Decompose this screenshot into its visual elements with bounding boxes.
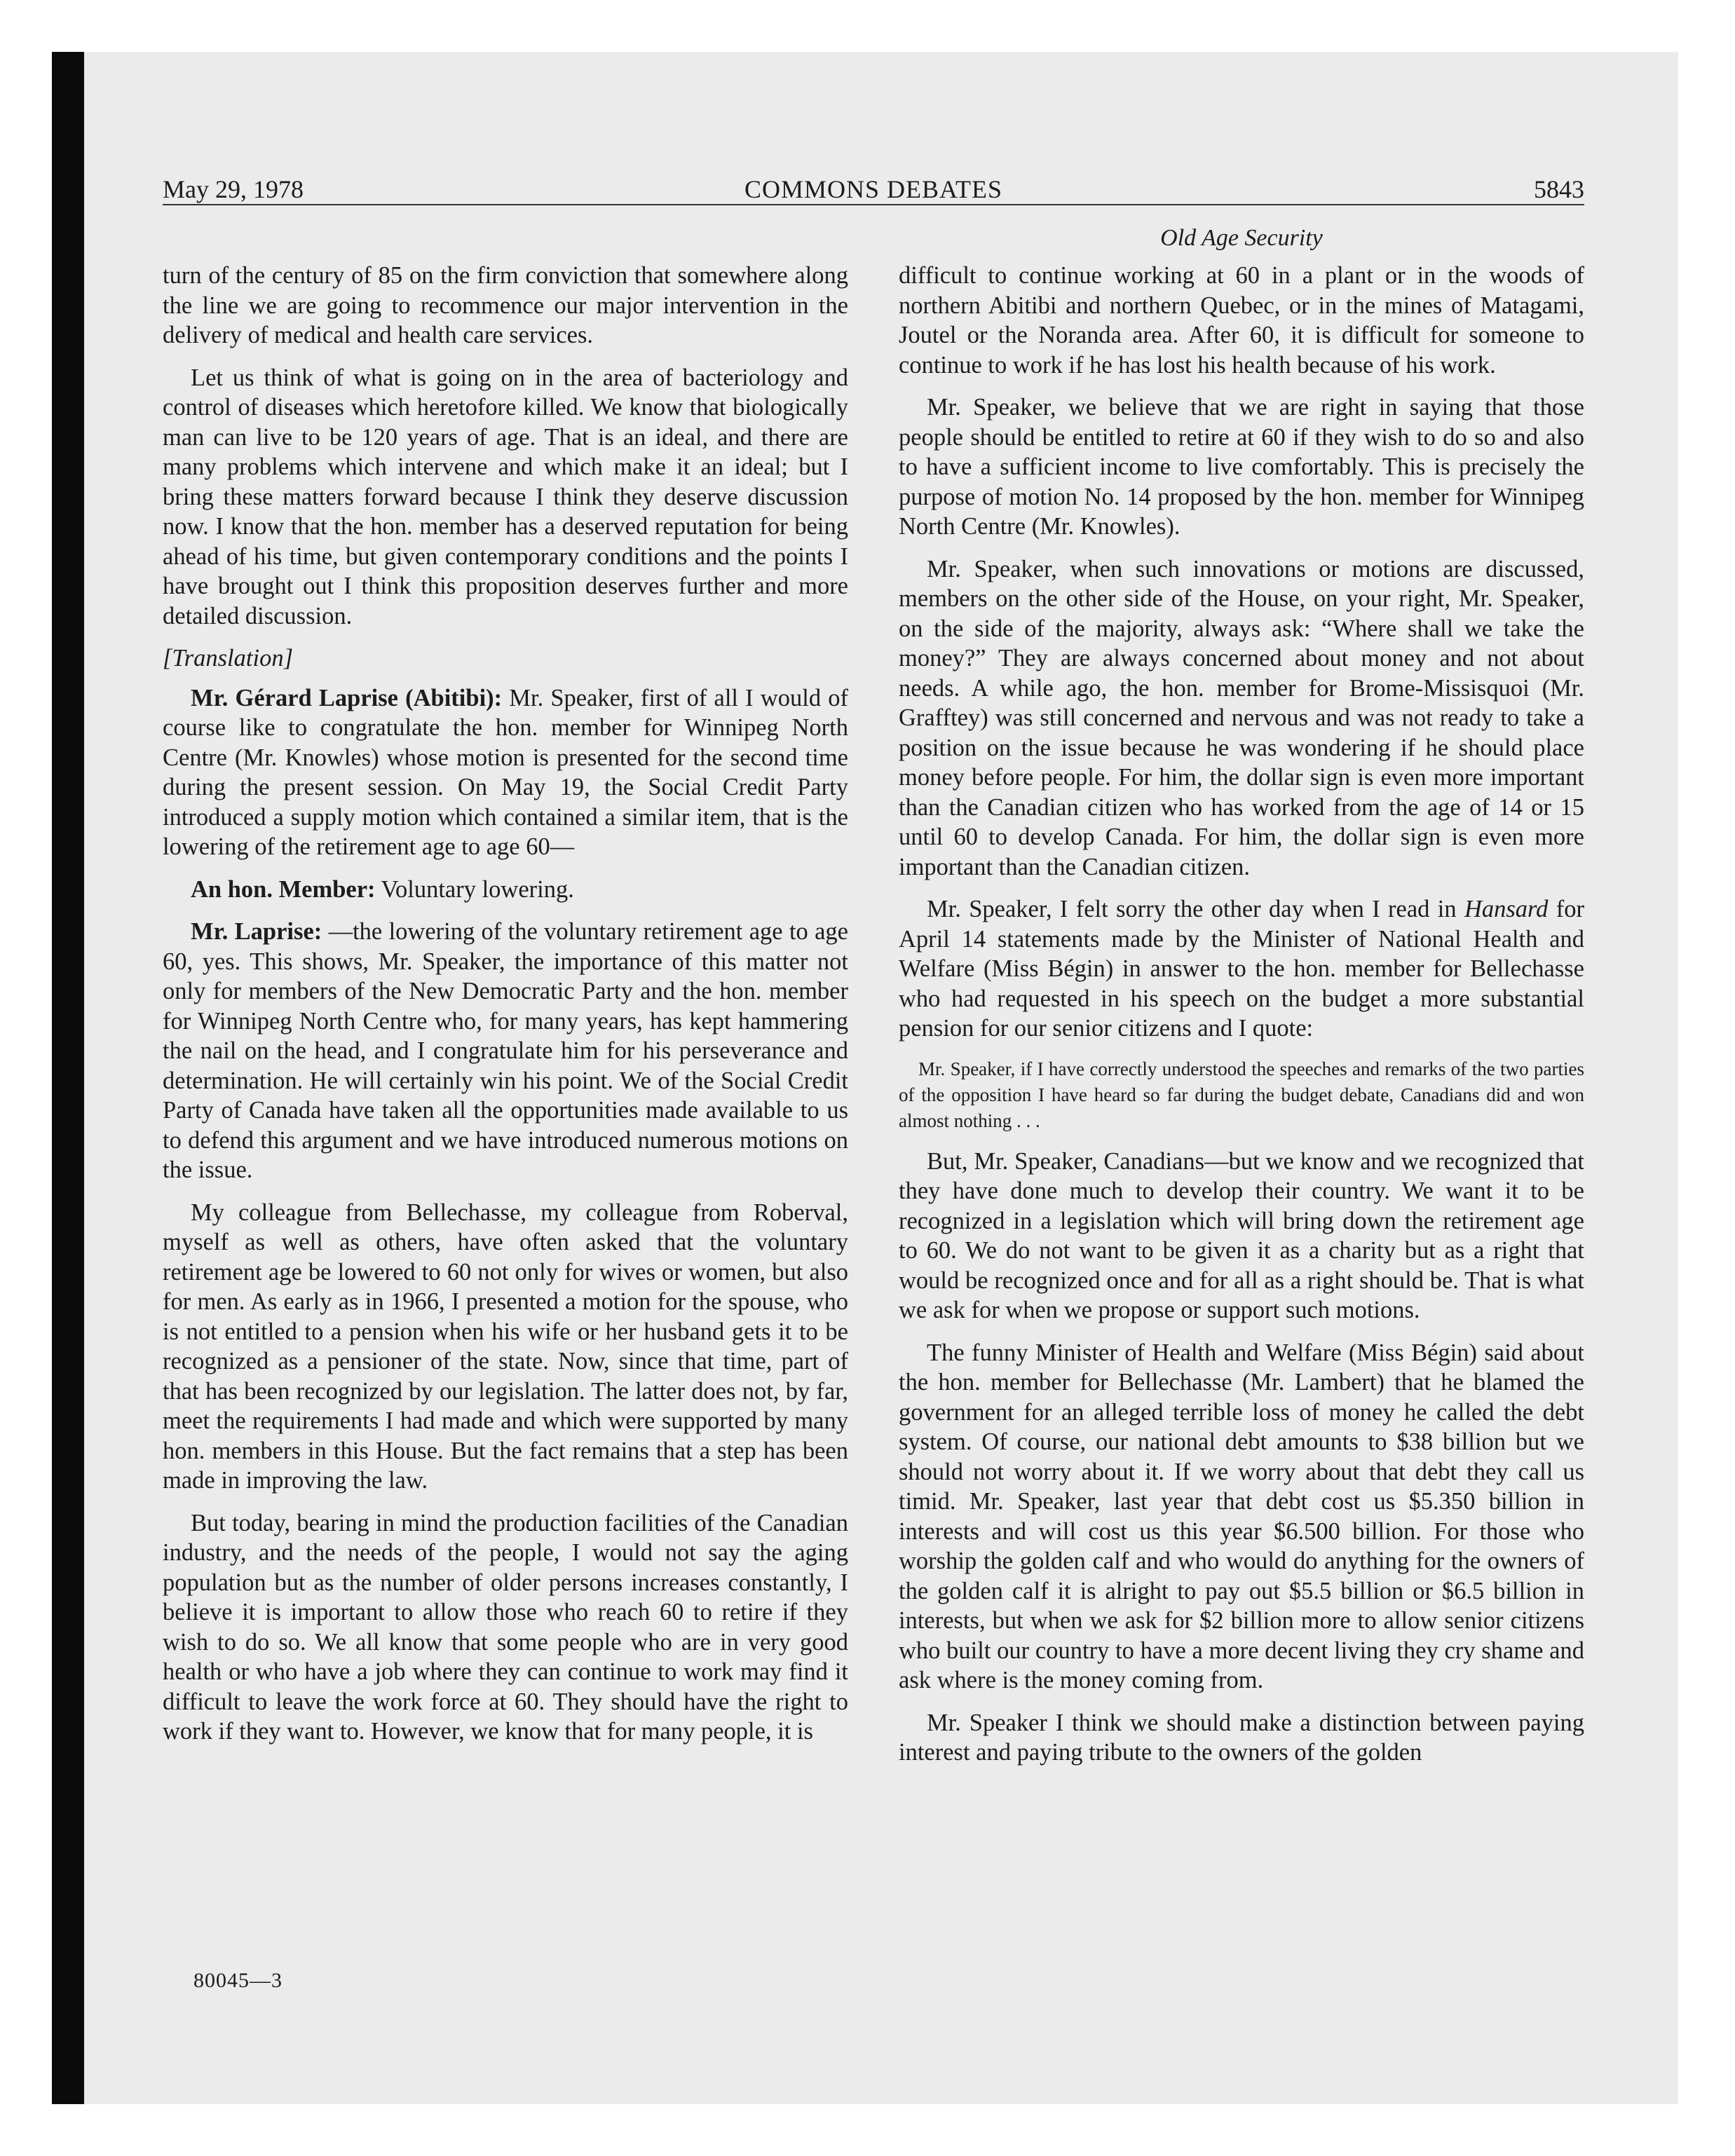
header-title: COMMONS DEBATES: [744, 175, 1003, 203]
paragraph: turn of the century of 85 on the firm conviction that somewhere along the line we are going to recommence our major intervention in the delivery of medical and health care services.: [163, 262, 848, 348]
paragraph-text: for April 14 statements made by the Minister of National Health and Welfare (Miss Bégin) in answer to the hon. member for Bellechasse who had requested in his speech on the budget a more substantial pension for our senior citizens and I quote:: [899, 896, 1585, 1042]
translation-label: [163, 643, 848, 674]
paragraph: But, Mr. Speaker, Canadians—but we know and we recognized that they have done much to develop their country. We want it to be recognized in a legislation which will bring down the retirement age to 60. We do not want to be given it as a charity but as a right that would be recognized once and for all as a right should be. That is what we ask for when we propose or support such motions.: [899, 1147, 1584, 1323]
footer-code: 80045—3: [193, 1969, 283, 1992]
translation-label-text: [Translation]: [163, 645, 293, 671]
page-header: [163, 172, 1584, 206]
hansard-reference: Hansard: [1464, 896, 1549, 922]
paragraph: Mr. Speaker I think we should make a distinction between paying interest and paying tribute to the owners of the golden: [899, 1709, 1584, 1766]
speech-text: —the lowering of the voluntary retirement age to age 60, yes. This shows, Mr. Speaker, the importance of this matter not only for members of the New Democratic Party and the hon. member for Winnipeg North Centre who, for many years, has kept hammering the nail on the head, and I congratulate him for his perseverance and determination. He will certainly win his point. We of the Social Credit Party of Canada have taken all the opportunities made available to us to defend this argument and we have introduced numerous motions on the issue.: [163, 918, 848, 1183]
header-rule: [163, 204, 1584, 205]
paragraph-text: Mr. Speaker, I felt sorry the other day when I read in: [927, 896, 1464, 922]
paragraph: [899, 894, 1584, 1044]
speaker-name: Mr. Gérard Laprise (Abitibi):: [191, 684, 503, 711]
speaker-name: Mr. Laprise:: [191, 918, 322, 945]
paragraph: Mr. Speaker, we believe that we are right in saying that those people should be entitled to retire at 60 if they wish to do so and also to have a sufficient income to live comfortably. This is precisely the purpose of motion No. 14 proposed by the hon. member for Winnipeg North Centre (Mr. Knowles).: [899, 394, 1584, 540]
paragraph: Let us think of what is going on in the area of bacteriology and control of diseases which heretofore killed. We know that biologically man can live to be 120 years of age. That is an ideal, and there are many problems which intervene and which make it an ideal; but I bring these matters forward because I think they deserve discussion now. I know that the hon. member has a deserved reputation for being ahead of his time, but given contemporary conditions and the points I have brought out I think this proposition deserves further and more detailed discussion.: [163, 364, 848, 629]
paragraph: But today, bearing in mind the production facilities of the Canadian industry, and the needs of the people, I would not say the aging population but as the number of older persons increases constantly, I believe it is important to allow those who reach 60 to retire if they wish to do so. We all know that some people who are in very good health or who have a job where they can continue to work may find it difficult to leave the work force at 60. They should have the right to work if they want to. However, we know that for many people, it is: [163, 1509, 848, 1745]
running-head: Old Age Security: [1160, 225, 1323, 251]
header-date: May 29, 1978: [163, 175, 304, 203]
speech-text: Voluntary lowering.: [375, 875, 574, 903]
speaker-name: An hon. Member:: [191, 875, 376, 903]
paragraph: The funny Minister of Health and Welfare (Miss Bégin) said about the hon. member for Bellechasse (Mr. Lambert) that he blamed the government for an alleged terrible loss of money he called the debt system. Of course, our national debt amounts to $38 billion but we should not worry about it. If we worry about that debt they call us timid. Mr. Speaker, last year that debt cost us $5.350 billion in interests and will cost us this year $6.500 billion. For those who worship the golden calf and who would do anything for the owners of the golden calf it is alright to pay out $5.5 billion or $6.5 billion in interests, but when we ask for $2 billion more to allow senior citizens who built our country to have a more decent living they cry shame and ask where is the money coming from.: [899, 1339, 1584, 1693]
left-column: [163, 261, 848, 1759]
speech-text: Mr. Speaker, first of all I would of course like to congratulate the hon. member for Winnipeg North Centre (Mr. Knowles) whose motion is presented for the second time during the present session. On May 19, the Social Credit Party introduced a supply motion which contained a similar item, that is the lowering of the retirement age to age 60—: [163, 684, 848, 860]
speech-paragraph: [163, 917, 848, 1185]
paragraph: My colleague from Bellechasse, my colleague from Roberval, myself as well as others, have often asked that the voluntary retirement age be lowered to 60 not only for wives or women, but also for men. As early as in 1966, I presented a motion for the spouse, who is not entitled to a pension when his wife or her husband gets it to be recognized as a pensioner of the state. Now, since that time, part of that has been recognized by our legislation. The latter does not, by far, meet the requirements I had made and which were supported by many hon. members in this House. But the fact remains that a step has been made in improving the law.: [163, 1199, 848, 1494]
header-page-number: 5843: [1534, 175, 1584, 203]
speech-paragraph: [163, 683, 848, 862]
right-column: [899, 261, 1584, 1780]
paragraph: Mr. Speaker, when such innovations or motions are discussed, members on the other side of the House, on your right, Mr. Speaker, on the side of the majority, always ask: “Where shall we take the money?” They are always concerned about money and not about needs. A while ago, the hon. member for Brome-Missisquoi (Mr. Grafftey) was still concerned and nervous and was not ready to take a position on the issue because he was wondering if he should place money before people. For him, the dollar sign is even more important than the Canadian citizen who has worked from the age of 14 or 15 until 60 to develop Canada. For him, the dollar sign is even more important than the Canadian citizen.: [899, 555, 1584, 880]
speech-paragraph: [163, 875, 848, 905]
binding-edge: [52, 52, 84, 2104]
block-quote: Mr. Speaker, if I have correctly understood the speeches and remarks of the two parties of the opposition I have heard so far during the budget debate, Canadians did and won almost nothing . . .: [899, 1058, 1584, 1131]
paragraph: difficult to continue working at 60 in a plant or in the woods of northern Abitibi and northern Quebec, or in the mines of Matagami, Joutel or the Noranda area. After 60, it is difficult for someone to continue to work if he has lost his health because of his work.: [899, 262, 1584, 378]
